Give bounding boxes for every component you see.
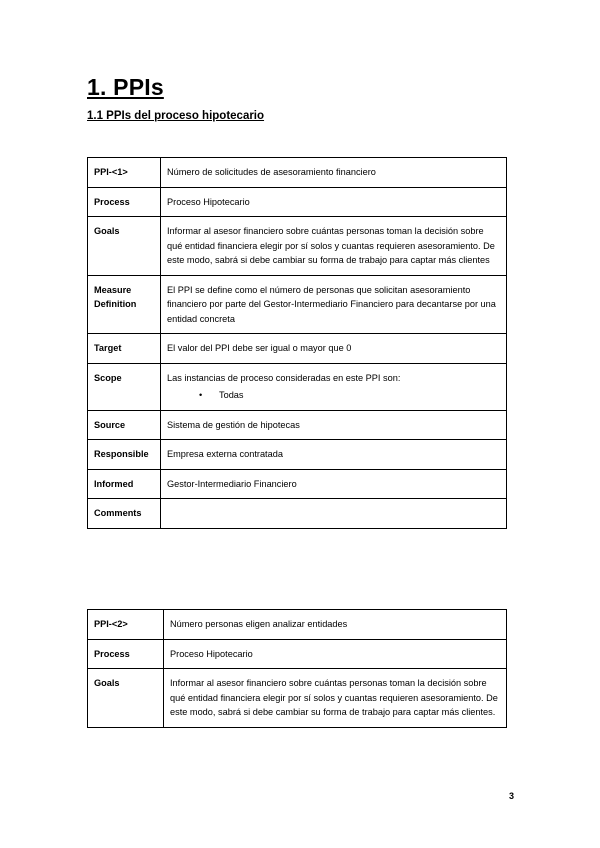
row-label: Responsible: [88, 440, 161, 470]
row-value: Informar al asesor financiero sobre cuántas personas toman la decisión sobre qué entidad financiera elegir por sí solos y cuantas requieren asesoramiento. De este modo, sabrá si debe cambiar su forma de trabajo para captar más clientes.: [164, 669, 507, 728]
row-label: Source: [88, 410, 161, 440]
scope-intro: Las instancias de proceso consideradas en este PPI son:: [167, 372, 401, 383]
row-label: Goals: [88, 669, 164, 728]
row-label: Comments: [88, 499, 161, 529]
row-value: El valor del PPI debe ser igual o mayor que 0: [161, 334, 507, 364]
ppi-2-table: [87, 609, 507, 728]
row-value: Proceso Hipotecario: [161, 187, 507, 217]
section-subtitle: 1.1 PPIs del proceso hipotecario: [87, 110, 265, 122]
table-row: [88, 410, 507, 440]
row-value: Empresa externa contratada: [161, 440, 507, 470]
table-row: [88, 639, 507, 669]
table-row: [88, 275, 507, 334]
list-item-text: Todas: [219, 390, 244, 400]
table-row: [88, 363, 507, 410]
table-row: [88, 334, 507, 364]
row-label: Measure Definition: [88, 275, 161, 334]
scope-list: [167, 388, 500, 403]
row-label: Informed: [88, 469, 161, 499]
list-item: [199, 388, 500, 403]
row-value: Sistema de gestión de hipotecas: [161, 410, 507, 440]
table-row: [88, 187, 507, 217]
row-label: PPI-<2>: [88, 610, 164, 640]
row-label: PPI-<1>: [88, 158, 161, 188]
table-row: [88, 158, 507, 188]
row-value-scope: [161, 363, 507, 410]
table-row: [88, 440, 507, 470]
bullet-icon: •: [199, 390, 203, 400]
table-row: [88, 669, 507, 728]
row-value: El PPI se define como el número de personas que solicitan asesoramiento financiero por parte del Gestor-Intermediario Financiero para decantarse por una entidad concreta: [161, 275, 507, 334]
row-value: [161, 499, 507, 529]
ppi-1-table: [87, 157, 507, 529]
table-row: [88, 499, 507, 529]
page-number: 3: [508, 791, 514, 801]
row-label: Goals: [88, 217, 161, 276]
row-value: Número de solicitudes de asesoramiento financiero: [161, 158, 507, 188]
page-title: 1. PPIs: [87, 74, 164, 100]
table-row: [88, 469, 507, 499]
row-value: Proceso Hipotecario: [164, 639, 507, 669]
row-value: Informar al asesor financiero sobre cuántas personas toman la decisión sobre qué entidad financiera elegir por sí solos y cuantas requieren asesoramiento. De este modo, sabrá si debe cambiar su forma de trabajo para captar más clientes: [161, 217, 507, 276]
row-label: Process: [88, 187, 161, 217]
row-label: Target: [88, 334, 161, 364]
row-value: Gestor-Intermediario Financiero: [161, 469, 507, 499]
row-label: Scope: [88, 363, 161, 410]
row-label: Process: [88, 639, 164, 669]
table-row: [88, 217, 507, 276]
table-row: [88, 610, 507, 640]
row-value: Número personas eligen analizar entidades: [164, 610, 507, 640]
